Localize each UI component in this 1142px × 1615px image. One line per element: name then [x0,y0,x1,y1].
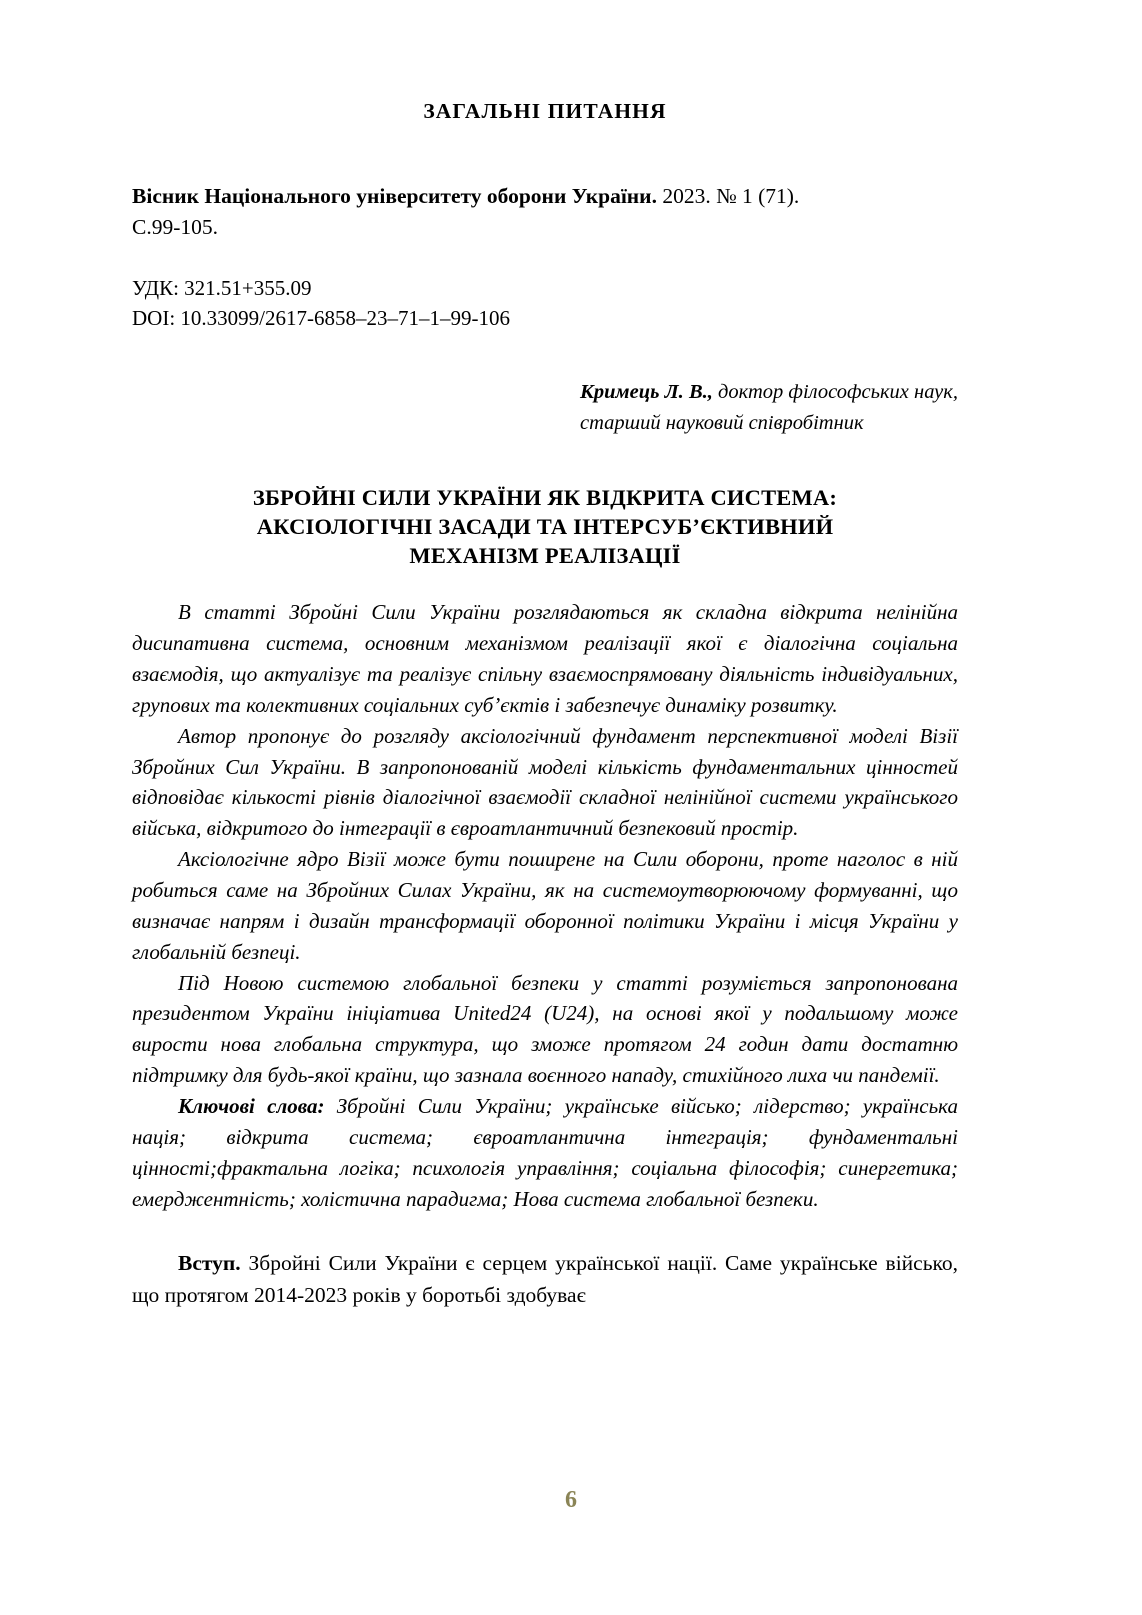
author-name: Кримець Л. В., [580,381,713,404]
running-head: ЗАГАЛЬНІ ПИТАННЯ [423,99,667,123]
introduction-paragraph [132,1248,958,1311]
doi-line: DOI: 10.33099/2617-6858–23–71–1–99-106 [132,305,510,330]
article-title-line-2: АКСІОЛОГІЧНІ ЗАСАДИ ТА ІНТЕРСУБ’ЄКТИВНИЙ [256,513,834,539]
abstract [132,597,958,1214]
author-credentials: доктор філософських наук, старший науковий співробітник [580,381,958,434]
introduction-text: Збройні Сили України є серцем української нації. Саме українське військо, що протягом 2014-2023 років у боротьбі здобуває [132,1251,958,1308]
abstract-paragraph-2: Автор пропонує до розгляду аксіологічний фундамент перспективної моделі Візії Збройних Сил України. В запропонованій моделі кількість фундаментальних цінностей відповідає кількості рівнів діалогічної взаємодії складної нелінійної системи українського війська, відкритого до інтеграції в євроатлантичний безпековий простір. [132,723,958,841]
udc-line: УДК: 321.51+355.09 [132,275,312,300]
abstract-paragraph-4: Під Новою системою глобальної безпеки у статті розуміється запропонована президентом України ініціатива United24 (U24), на основі якої у подальшому може вирости нова глобальна структура, що зможе протягом 24 годин дати достатню підтримку для будь-якої країни, що зазнала воєнного нападу, стихійного лиха чи пандемії. [132,970,958,1088]
page-content-column [132,0,958,1312]
journal-citation [132,181,958,244]
keywords-label: Ключові слова: [178,1094,325,1119]
identifier-block [132,273,958,333]
journal-title: Вісник Національного університету оборони України. [132,183,657,208]
keywords-list: Збройні Сили України; українське військо; лідерство; українська нація; відкрита система; євроатлантична інтеграція; фундаментальні цінності;фрактальна логіка; психологія управління; соціальна філософія; синергетика; емерджентність; холістична парадигма; Нова система глобальної безпеки. [132,1094,958,1211]
journal-issue: 2023. № 1 (71). [656,183,800,208]
keywords-paragraph [132,1091,958,1214]
abstract-paragraph-1: В статті Збройні Сили України розглядаються як складна відкрита нелінійна дисипативна система, основним механізмом реалізації якої є діалогічна соціальна взаємодія, що актуалізує та реалізує спільну взаємоспрямовану діяльність індивідуальних, групових та колективних соціальних суб’єктів і забезпечує динаміку розвитку. [132,600,958,717]
body-text [132,1248,958,1311]
page-title [132,483,958,571]
journal-pages: С.99-105. [132,215,218,240]
author-block [580,377,958,439]
article-title-line-3: МЕХАНІЗМ РЕАЛІЗАЦІЇ [409,543,681,569]
introduction-label: Вступ. [178,1251,241,1276]
article-title-line-1: ЗБРОЙНІ СИЛИ УКРАЇНИ ЯК ВІДКРИТА СИСТЕМА: [252,484,838,510]
page-number: 6 [565,1487,577,1513]
abstract-paragraph-3: Аксіологічне ядро Візії може бути поширене на Сили оборони, проте наголос в ній робиться саме на Збройних Силах України, як на системоутворюючому формуванні, що визначає напрям і дизайн трансформації оборонної політики України і місця України у глобальній безпеці. [132,847,958,964]
